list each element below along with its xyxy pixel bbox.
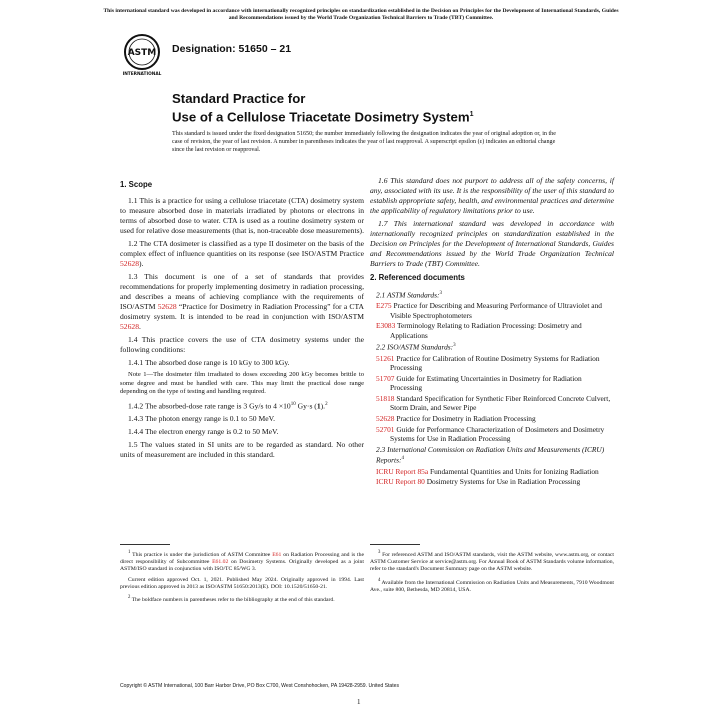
reference-title: Practice for Calibration of Routine Dosimetry Systems for Radiation Processing — [390, 353, 600, 373]
footnote-rule — [120, 544, 170, 545]
footnote-1: $^1$ This practice is under the jurisdiction of ASTM Committee E61 on Radiation Processing and is the direct responsibility of Subcommittee E61.02 on Dosimetry Systems. Originally developed as a joint ASTM/ISO standard in conjunction with ISO/TC 85/WG 3. — [120, 550, 364, 573]
para-1-4-4: 1.4.4 The electron energy range is 0.2 to 50 MeV. — [128, 427, 279, 437]
copyright-line: Copyright © ASTM International, 100 Barr Harbor Drive, PO Box C700, West Conshohocken, PA 19428-2959. United States — [120, 683, 400, 689]
title-footnote-mark: 1 — [469, 111, 474, 118]
title-line-2 — [172, 107, 473, 125]
section-2-heading: 2. Referenced documents — [370, 273, 465, 282]
astm-standards-heading: 2.1 ASTM Standards:$^3$ — [376, 290, 442, 300]
logo-subtext: INTERNATIONAL — [122, 72, 162, 77]
para-1-4: 1.4 This practice covers the use of CTA dosimetry systems under the following conditions: — [120, 335, 364, 354]
reference-code-link[interactable]: 51261 — [376, 353, 395, 363]
document-title — [172, 91, 473, 125]
footnote-rule — [370, 544, 420, 545]
footnote-2: $^2$ The boldface numbers in parentheses refer to the bibliography at the end of this standard. — [128, 594, 335, 603]
reference-code-link[interactable]: 51707 — [376, 373, 395, 383]
iso-reference-item — [370, 374, 614, 393]
icru-reference-item — [370, 477, 614, 487]
icru-reference-list — [370, 467, 614, 487]
icru-reports-heading: 2.3 International Commission on Radiation Units and Measurements (ICRU) Reports:$^4$ — [376, 444, 605, 465]
reference-code-link[interactable]: E3083 — [376, 321, 396, 331]
icru-reference-item — [370, 467, 614, 477]
para-1-5: 1.5 The values stated in SI units are to be regarded as standard. No other units of measurement are included in this standard. — [120, 440, 364, 460]
logo-text: ASTM — [127, 48, 157, 58]
reference-title: Practice for Dosimetry in Radiation Processing — [394, 414, 536, 424]
para-1-7: 1.7 This international standard was developed in accordance with internationally recognized principles on standardization established in the Decision on Principles for the Development of International Standards, Guides and Recommendations issued by the World Trade Organization Technical Barriers to Trade (TBT) Committee. — [370, 219, 614, 268]
reference-title: Guide for Performance Characterization of Dosimeters and Dosimetry Systems for Use in Radiation Processing — [390, 424, 605, 444]
iso-reference-item — [370, 394, 614, 413]
ref-link-e61-02[interactable]: E61.02 — [212, 559, 229, 566]
iso-reference-item — [370, 414, 614, 424]
wto-banner: This international standard was developed in accordance with internationally recognized principles on standardization established in the Decision on Principles for the Development of International Standards, Guides and Recommendations issued by the World Trade Organization Technical Barriers to Trade (TBT) Committee. — [103, 8, 619, 21]
section-1-heading: 1. Scope — [120, 180, 153, 189]
footnote-4: $^4$ Available from the International Commission on Radiation Units and Measurements, 7910 Woodmont Ave., suite 800, Bethesda, MD 20814, USA. — [370, 577, 615, 593]
title-line-1: Standard Practice for — [172, 91, 306, 106]
iso-reference-item — [370, 425, 614, 444]
title-text: Use of a Cellulose Triacetate Dosimetry System — [172, 109, 470, 125]
astm-reference-item — [370, 321, 614, 340]
ref-link-e61[interactable]: E61 — [272, 551, 282, 558]
ref-link-52628[interactable]: 52628 — [120, 259, 139, 268]
reference-code-link[interactable]: E275 — [376, 301, 392, 311]
para-1-4-1: 1.4.1 The absorbed dose range is 10 kGy to 300 kGy. — [128, 358, 290, 367]
astm-reference-list — [370, 301, 614, 340]
page-number: 1 — [357, 698, 361, 706]
reference-title: Practice for Describing and Measuring Performance of Ultraviolet and Visible Spectrophotometers — [390, 301, 602, 320]
designation: Designation: 51650 – 21 — [172, 43, 292, 55]
footnote-3: $^3$ For referenced ASTM and ISO/ASTM standards, visit the ASTM website, www.astm.org, or contact ASTM Customer Service at service@astm.org. For Annual Book of ASTM Standards volume information, refer to the standard's Document Summary page on the ASTM website. — [370, 550, 615, 573]
right-column — [370, 176, 614, 488]
para-1-1: 1.1 This is a practice for using a cellulose triacetate (CTA) dosimetry system to measure absorbed dose in materials irradiated by photons or electrons in terms of absorbed dose to water. CTA is used as a routine dosimetry system or used for relative dose measurements (that is, non-traceable dose measurements). — [120, 196, 364, 235]
astm-reference-item — [370, 301, 614, 320]
para-1-3: 1.3 This document is one of a set of standards that provides recommendations for properly implementing dosimetry in radiation processing, and describes a means of achieving compliance with the requirements of ISO/ASTM 52628 “Practice for Dosimetry in Radiation Processing” for a CTA dosimetry system. It is intended to be read in conjunction with ISO/ASTM 52628. — [120, 272, 365, 331]
reference-title: Dosimetry Systems for Use in Radiation Processing — [424, 477, 581, 487]
reference-title: Terminology Relating to Radiation Processing: Dosimetry and Applications — [390, 321, 582, 340]
para-1-2: 1.2 The CTA dosimeter is classified as a type II dosimeter on the basis of the complex effect of influence quantities on its response (see ISO/ASTM Practice 52628). — [120, 239, 364, 268]
reference-title: Guide for Estimating Uncertainties in Dosimetry for Radiation Processing — [390, 373, 582, 393]
reference-code-link[interactable]: 51818 — [376, 393, 395, 403]
ref-link-52628[interactable]: 52628 — [157, 302, 177, 311]
para-1-4-2: 1.4.2 The absorbed-dose rate range is 3 Gy/s to $4 \times 10^{10}$ Gy·s (1).$^2$ — [128, 401, 328, 411]
reference-title: Standard Specification for Synthetic Fiber Reinforced Concrete Culvert, Storm Drain, and Sewer Pipe — [390, 393, 611, 413]
reference-code-link[interactable]: ICRU Report 85a — [376, 466, 429, 476]
left-column — [120, 176, 364, 463]
para-1-4-3: 1.4.3 The photon energy range is 0.1 to 50 MeV. — [128, 414, 276, 424]
astm-logo-icon — [120, 32, 164, 78]
footnotes-right — [370, 544, 614, 597]
issuance-statement: This standard is issued under the fixed designation 51650; the number immediately following the designation indicates the year of original adoption or, in the case of revision, the year of last revision. A number in parentheses indicates the year of last reapproval. A superscript epsilon (ε) indicates an editorial change since the last revision or reapproval. — [172, 131, 556, 153]
footnotes-left — [120, 544, 364, 607]
iso-reference-item — [370, 354, 614, 373]
iso-reference-list — [370, 354, 614, 444]
reference-code-link[interactable]: 52628 — [376, 414, 395, 424]
ref-link-52628[interactable]: 52628 — [120, 322, 139, 331]
para-1-6: 1.6 This standard does not purport to address all of the safety concerns, if any, associated with its use. It is the responsibility of the user of this standard to establish appropriate safety, health, and environmental practices and determine the applicability of regulatory limitations prior to use. — [370, 176, 614, 215]
reference-code-link[interactable]: 52701 — [376, 424, 395, 434]
note-1: Note 1—The dosimeter film irradiated to doses exceeding 200 kGy becomes brittle to some degree and must be handled with care. This may limit the practical dose range depending on the type of testing and handling required. — [120, 371, 364, 396]
iso-astm-standards-heading: 2.2 ISO/ASTM Standards:$^3$ — [376, 342, 456, 352]
footnote-1-edition: Current edition approved Oct. 1, 2021. Published May 2024. Originally approved in 1994. Last previous edition approved in 2013 as ISO/ASTM 51650:2013(E). DOI: 10.1520/51650-21. — [120, 576, 364, 590]
reference-code-link[interactable]: ICRU Report 80 — [376, 477, 425, 487]
reference-title: Fundamental Quantities and Units for Ionizing Radiation — [428, 466, 599, 476]
